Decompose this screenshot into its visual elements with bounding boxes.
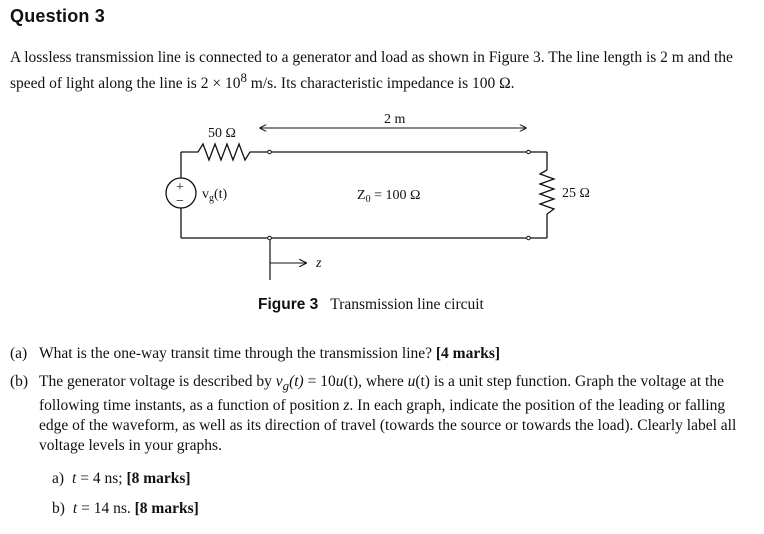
source-resistance-label: 50 Ω	[208, 126, 236, 141]
intro-text-2: m/s. Its characteristic impedance is 100 Ω.	[246, 75, 515, 93]
source-voltage-label: $v_g(t)$	[202, 187, 228, 204]
figure-caption-text: Transmission line circuit	[330, 296, 484, 313]
load-resistor	[540, 170, 554, 214]
sub-part-a-label: a)	[52, 470, 65, 487]
source-minus-sign: −	[176, 194, 184, 209]
intro-exponent: 8	[240, 70, 247, 85]
part-a-label: (a)	[10, 345, 28, 362]
source-resistor	[181, 144, 268, 160]
part-a	[10, 344, 755, 364]
source-plus-sign: +	[176, 180, 184, 195]
question-heading: Question 3	[10, 6, 106, 26]
position-axis-label: z	[316, 256, 322, 271]
part-b-label: (b)	[10, 373, 29, 390]
characteristic-impedance-label: $Z_0 = 100$ Ω	[357, 188, 421, 205]
figure-caption	[258, 296, 484, 314]
sub-part-b: b) t = 14 ns. [8 marks]	[52, 500, 199, 517]
part-b-text: The generator voltage is described by $v_g(t) = 10u(t)$, where u(t) is a unit step function. Graph the voltage at the following time instants, as a function of position z. In each graph, indicate the position of the leading or falling edge of the waveform, as well as its direction of travel (towards the source or towards the load). Clearly label all voltage levels in your graphs.	[39, 373, 737, 455]
sub-part-b-label: b)	[52, 500, 65, 517]
question-parts	[10, 344, 755, 464]
line-length-label: 2 m	[384, 112, 406, 127]
part-a-text: What is the one-way transit time through the transmission line? [4 marks]	[39, 345, 501, 362]
sub-part-b-marks: [8 marks]	[134, 500, 199, 517]
figure-caption-label: Figure 3	[258, 296, 319, 313]
intro-text-1: A lossless transmission line is connected to a generator and load as shown in Figure 3. The line length is 2 m and the speed of light along the line is 2 × 10	[10, 49, 733, 93]
part-b	[10, 372, 755, 456]
sub-part-a-marks: [8 marks]	[126, 470, 191, 487]
load-resistance-label: 25 Ω	[562, 186, 590, 201]
sub-part-a: a) t = 4 ns; [8 marks]	[52, 470, 191, 487]
position-axis	[270, 240, 306, 280]
part-a-marks: [4 marks]	[435, 345, 501, 362]
